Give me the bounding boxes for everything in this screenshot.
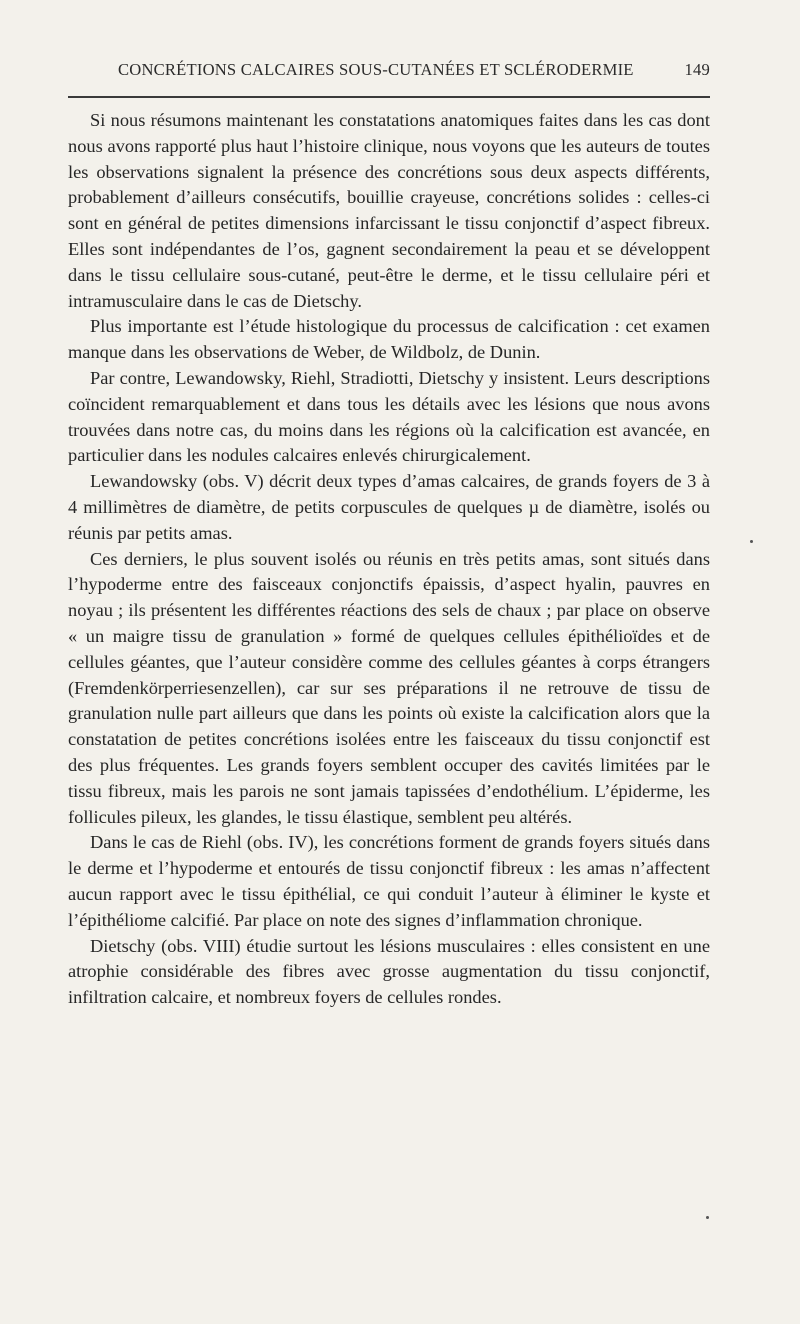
paragraph: Dans le cas de Riehl (obs. IV), les concrétions forment de grands foyers situés dans le derme et l’hypoderme et entourés de tissu conjonctif fibreux : les amas n’affectent aucun rapport avec le tissu épithélial, ce qui conduit l’auteur à éliminer le kyste et l’épithéliome calcifié. Par place on note des signes d’inflammation chronique. [68,832,710,930]
body-text [68,108,710,1011]
paragraph: Plus importante est l’étude histologique du processus de calcification : cet examen manque dans les observations de Weber, de Wildbolz, de Dunin. [68,316,710,363]
running-title: CONCRÉTIONS CALCAIRES SOUS-CUTANÉES ET SCLÉRODERMIE [118,60,634,79]
paragraph: Dietschy (obs. VIII) étudie surtout les lésions musculaires : elles consistent en une atrophie considérable des fibres avec grosse augmentation du tissu conjonctif, infiltration calcaire, et nombreux foyers de cellules rondes. [68,935,710,1008]
running-head [118,60,710,84]
paragraph: Si nous résumons maintenant les constatations anatomiques faites dans les cas dont nous avons rapporté plus haut l’histoire clinique, nous voyons que les auteurs de toutes les observations signalent la présence des concrétions sous deux aspects différents, probablement d’ailleurs consécutifs, bouillie crayeuse, concrétions solides : celles-ci sont en général de petites dimensions infarcissant le tissu conjonctif d’aspect fibreux. Elles sont indépendantes de l’os, gagnent secondairement la peau et se développent dans le tissu cellulaire sous-cutané, peut-être le derme, et le tissu cellulaire péri et intramusculaire dans le cas de Dietschy. [68,110,710,311]
page-number: 149 [684,60,710,79]
paragraph: Lewandowsky (obs. V) décrit deux types d’amas calcaires, de grands foyers de 3 à 4 millimètres de diamètre, de petits corpuscules de quelques µ de diamètre, isolés ou réunis par petits amas. [68,471,710,543]
header-rule [68,96,710,98]
paper-speck [706,1216,709,1219]
paragraph: Ces derniers, le plus souvent isolés ou réunis en très petits amas, sont situés dans l’hypoderme entre des faisceaux conjonctifs épaissis, d’aspect hyalin, pauvres en noyau ; ils présentent les différentes réactions des sels de chaux ; par place on observe « un maigre tissu de granulation » formé de quelques cellules épithélioïdes et de cellules géantes, que l’auteur considère comme des cellules géantes à corps étrangers (Fremdenkörperriesenzellen), car sur ses préparations il ne retrouve de tissu de granulation nulle part ailleurs que dans les points où existe la calcification alors que la constatation de petites concrétions isolées entre les faisceaux du tissu conjonctif est des plus fréquentes. Les grands foyers semblent occuper des cavités limitées par le tissu fibreux, mais les parois ne sont jamais tapissées d’endothélium. L’épiderme, les follicules pileux, les glandes, le tissu élastique, semblent peu altérés. [68,548,710,827]
paper-speck [750,540,753,543]
paragraph: Par contre, Lewandowsky, Riehl, Stradiotti, Dietschy y insistent. Leurs descriptions coïncident remarquablement et dans tous les détails avec les lésions que nous avons trouvées dans notre cas, du moins dans les régions où la calcification est avancée, en particulier dans les nodules calcaires enlevés chirurgicalement. [68,367,710,466]
